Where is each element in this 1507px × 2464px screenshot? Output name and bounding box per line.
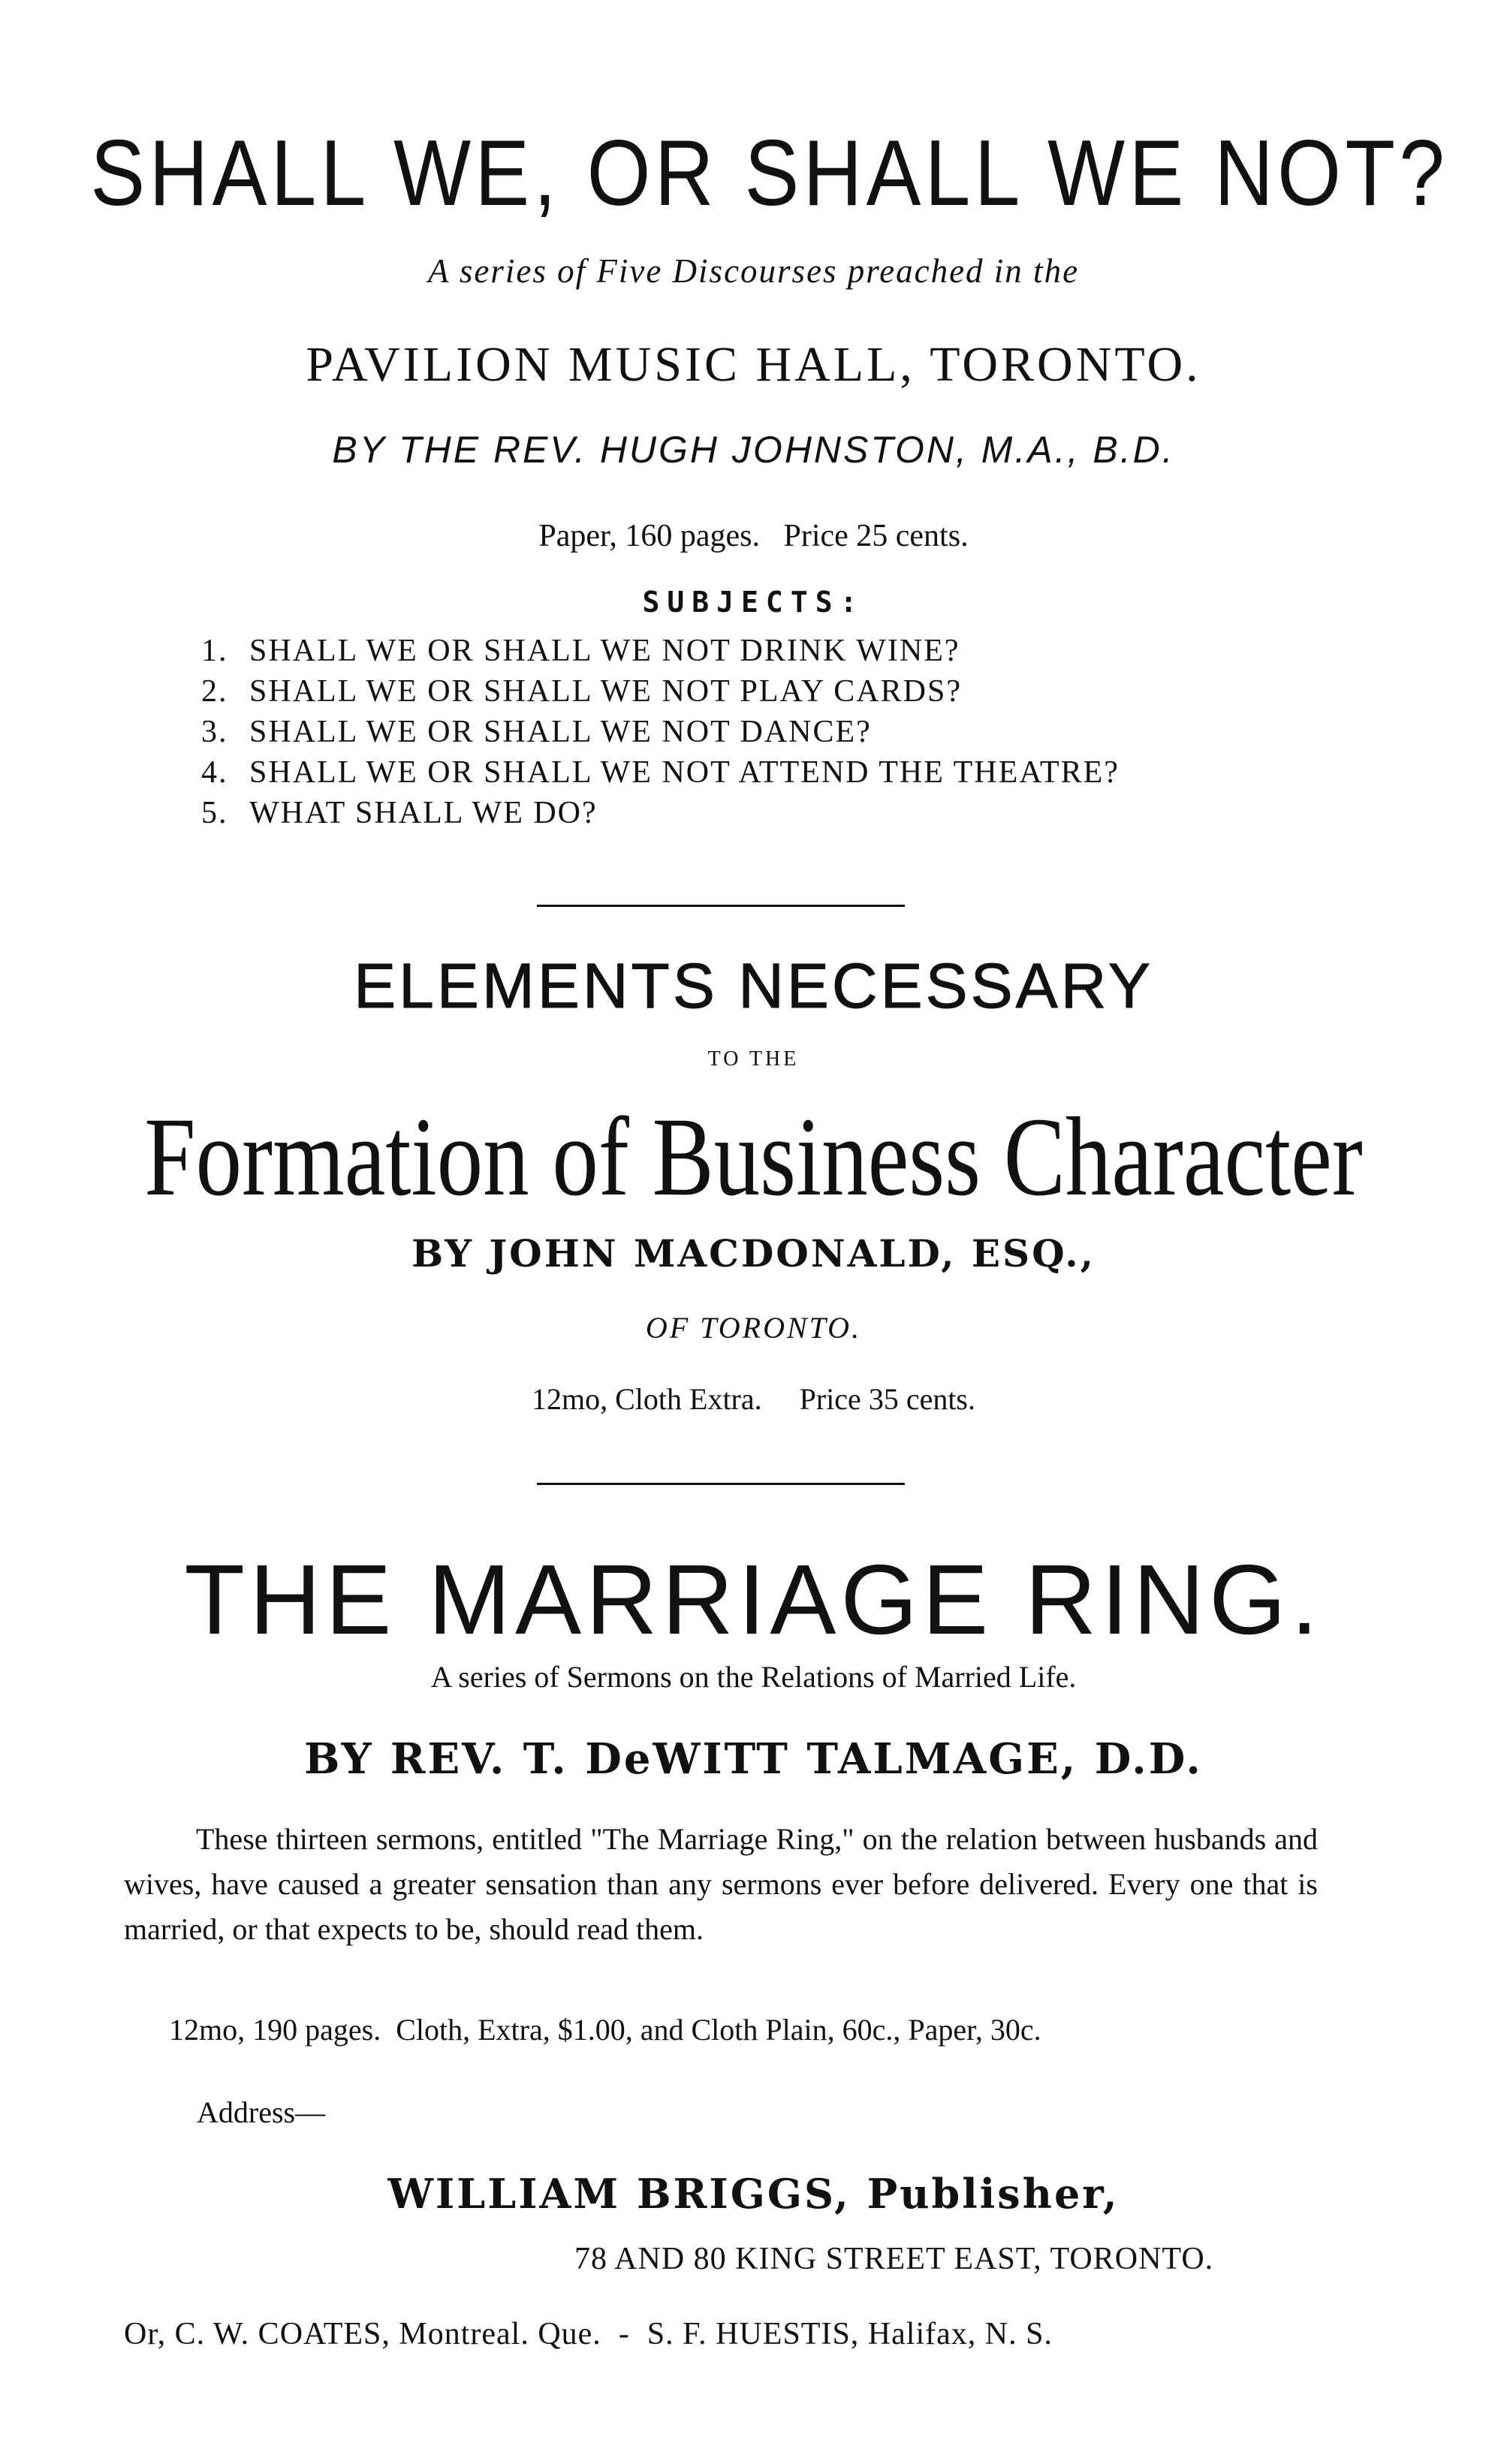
ad2-location: OF TORONTO. xyxy=(645,1311,862,1345)
subject-text: SHALL WE OR SHALL WE NOT DANCE? xyxy=(249,715,872,749)
ad1-details: Paper, 160 pages. Price 25 cents. xyxy=(538,519,969,553)
subject-number: 1. xyxy=(201,634,228,668)
section-divider xyxy=(537,1483,905,1485)
publisher-address: 78 AND 80 KING STREET EAST, TORONTO. xyxy=(574,2242,1214,2276)
ad2-title-line2: TO THE xyxy=(707,1047,800,1071)
ad3-byline: BY REV. T. DeWITT TALMAGE, D.D. xyxy=(304,1734,1203,1784)
subject-text: SHALL WE OR SHALL WE NOT PLAY CARDS? xyxy=(249,674,962,709)
ad2-details: 12mo, Cloth Extra. Price 35 cents. xyxy=(531,1382,975,1416)
ad2-title-line3: Formation of Business Character xyxy=(144,1095,1363,1219)
ad2-title-line1: ELEMENTS NECESSARY xyxy=(354,950,1153,1021)
ad1-subjects-list xyxy=(201,631,1120,833)
ad3-description: These thirteen sermons, entitled "The Marriage Ring," on the relation between husbands and wives, have caused a greater sensation than any sermons ever before delivered. Every one that is married, or that expects to be, should read them. xyxy=(124,1822,1318,1946)
list-item xyxy=(201,671,1120,712)
subject-text: WHAT SHALL WE DO? xyxy=(249,796,598,830)
ad1-venue: PAVILION MUSIC HALL, TORONTO. xyxy=(306,337,1201,392)
subject-number: 4. xyxy=(201,755,228,790)
list-item xyxy=(201,631,1120,671)
section-divider xyxy=(537,905,905,907)
ad1-subjects-heading: SUBJECTS: xyxy=(642,586,865,619)
subject-number: 3. xyxy=(201,715,228,749)
subject-number: 5. xyxy=(201,796,228,830)
ad1-title: SHALL WE, OR SHALL WE NOT? xyxy=(90,122,1449,225)
ad3-details: 12mo, 190 pages. Cloth, Extra, $1.00, and Cloth Plain, 60c., Paper, 30c. xyxy=(169,2013,1041,2047)
address-label: Address— xyxy=(197,2095,326,2129)
subject-number: 2. xyxy=(201,674,228,709)
list-item xyxy=(201,752,1120,793)
ad1-subtitle: A series of Five Discourses preached in the xyxy=(427,252,1080,290)
other-addresses: Or, C. W. COATES, Montreal. Que. - S. F. HUESTIS, Halifax, N. S. xyxy=(124,2317,1053,2351)
list-item xyxy=(201,712,1120,752)
ad2-byline: BY JOHN MACDONALD, ESQ., xyxy=(411,1231,1096,1276)
list-item xyxy=(201,793,1120,833)
ad1-byline: BY THE REV. HUGH JOHNSTON, M.A., B.D. xyxy=(332,429,1175,471)
subject-text: SHALL WE OR SHALL WE NOT ATTEND THE THEATRE? xyxy=(249,755,1120,790)
publisher-name: WILLIAM BRIGGS, Publisher, xyxy=(387,2170,1120,2218)
ad3-subtitle: A series of Sermons on the Relations of Married Life. xyxy=(430,1660,1077,1694)
subject-text: SHALL WE OR SHALL WE NOT DRINK WINE? xyxy=(249,634,960,668)
ad3-title: THE MARRIAGE RING. xyxy=(184,1544,1323,1655)
